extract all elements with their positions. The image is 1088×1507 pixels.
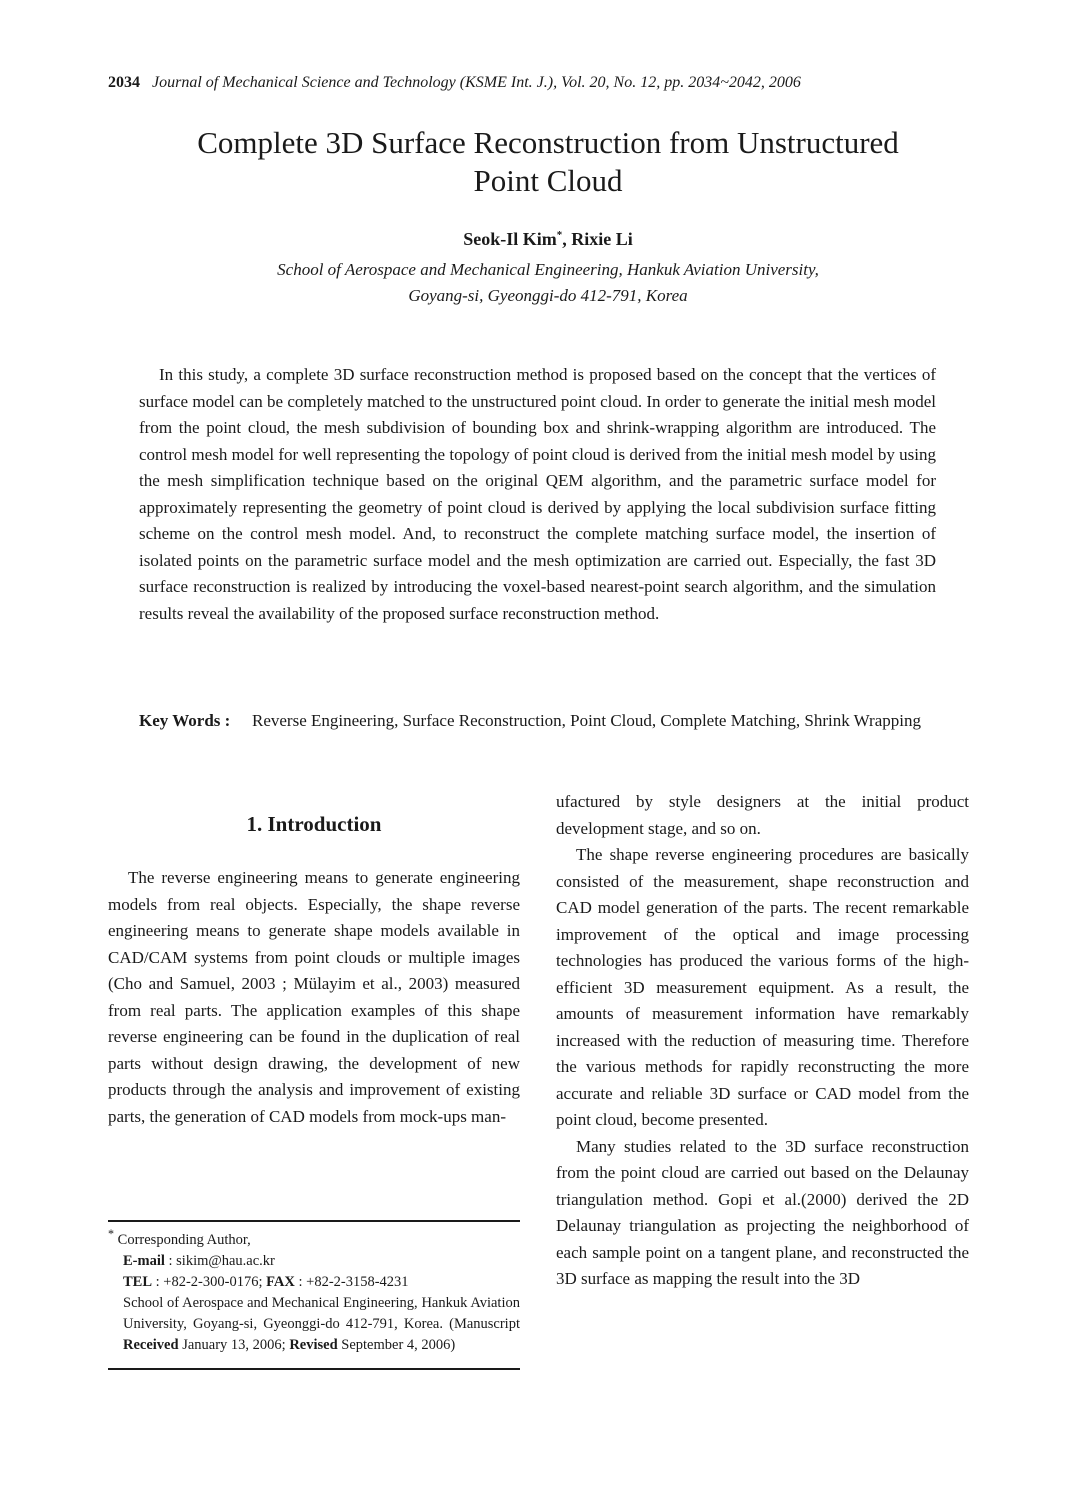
footnote-corresponding: * Corresponding Author, xyxy=(108,1227,251,1248)
footnote xyxy=(108,1224,520,1356)
footnote-phone: TEL : +82-2-300-0176; FAX : +82-2-3158-4231 xyxy=(123,1273,409,1290)
title-line-2: Point Cloud xyxy=(473,163,623,198)
author-name: Seok-Il Kim xyxy=(463,229,557,249)
journal-citation: Journal of Mechanical Science and Technology (KSME Int. J.), Vol. 20, No. 12, pp. 2034~2042, 2006 xyxy=(152,74,801,91)
author-list xyxy=(108,229,988,250)
footnote-divider xyxy=(108,1220,520,1222)
corresponding-author-mark: * xyxy=(556,229,563,241)
body-paragraph: Many studies related to the 3D surface reconstruction from the point cloud are carried out based on the Delaunay triangulation method. Gopi et al.(2000) derived the 2D Delaunay triangulation as projecting the neighborhood of each sample point on a tangent plane, and reconstructed the 3D surface as mapping the result into the 3D xyxy=(556,1136,969,1288)
body-paragraph: The reverse engineering means to generate engineering models from real objects. Especially, the shape reverse engineering means to generate shape models available in CAD/CAM systems from point clouds or multiple images (Cho and Samuel, 2003 ; Mülayim et al., 2003) measured from real parts. The application examples of this shape reverse engineering can be found in the duplication of real parts without design drawing, the development of new products through the analysis and improvement of existing parts, the generation of CAD models from mock-ups man- xyxy=(108,868,520,1126)
keywords-text: Reverse Engineering, Surface Reconstruction, Point Cloud, Complete Matching, Shrink Wrapping xyxy=(252,711,921,730)
right-column xyxy=(556,789,969,1293)
body-paragraph: ufactured by style designers at the initial product development stage, and so on. xyxy=(556,792,969,838)
author-separator: , xyxy=(562,229,572,249)
keywords-label: Key Words : xyxy=(139,711,231,730)
footnote-divider xyxy=(108,1368,520,1370)
running-header xyxy=(108,74,988,92)
body-paragraph: The shape reverse engineering procedures are basically consisted of the measurement, shape reconstruction and CAD model generation of the parts. The recent remarkable improvement of the optical and image processing technologies has produced the various forms of the high-efficient 3D measurement equipment. As a result, the amounts of measurement information have remarkably increased with the reduction of measuring time. Therefore the various methods for rapidly reconstructing the more accurate and reliable 3D surface or CAD model from the point cloud, become presented. xyxy=(556,845,969,1129)
affiliation-line-2: Goyang-si, Gyeonggi-do 412-791, Korea xyxy=(408,286,688,305)
abstract: In this study, a complete 3D surface reconstruction method is proposed based on the concept that the vertices of surface model can be completely matched to the unstructured point cloud. In order to generate the initial mesh model from the point cloud, the mesh subdivision of bounding box and shrink-wrapping algorithm are introduced. The control mesh model for well representing the topology of point cloud is derived from the initial mesh model by using the mesh simplification technique based on the original QEM algorithm, and the parametric surface model for approximately representing the geometry of point cloud is derived by applying the local subdivision surface fitting scheme on the control mesh model. And, to reconstruct the complete matching surface model, the insertion of isolated points on the parametric surface model and the mesh optimization are carried out. Especially, the fast 3D surface reconstruction is realized by introducing the voxel-based nearest-point search algorithm, and the simulation results reveal the availability of the proposed surface reconstruction method. xyxy=(139,365,936,623)
section-heading: 1. Introduction xyxy=(246,812,382,836)
page-number: 2034 xyxy=(108,74,140,91)
footnote-address: School of Aerospace and Mechanical Engineering, Hankuk Aviation University, Goyang-si, Gyeonggi-do 412-791, Korea. (Manuscript Received January 13, 2006; Revised September 4, 2006) xyxy=(123,1294,520,1353)
footnote-email: E-mail : sikim@hau.ac.kr xyxy=(123,1252,275,1269)
footnote-mark: * xyxy=(108,1227,115,1241)
affiliation xyxy=(108,257,988,309)
title-line-1: Complete 3D Surface Reconstruction from Unstructured xyxy=(197,125,899,160)
paper-title xyxy=(108,124,988,200)
affiliation-line-1: School of Aerospace and Mechanical Engineering, Hankuk Aviation University, xyxy=(277,260,819,279)
keywords xyxy=(139,707,936,734)
author-name: Rixie Li xyxy=(571,229,633,249)
